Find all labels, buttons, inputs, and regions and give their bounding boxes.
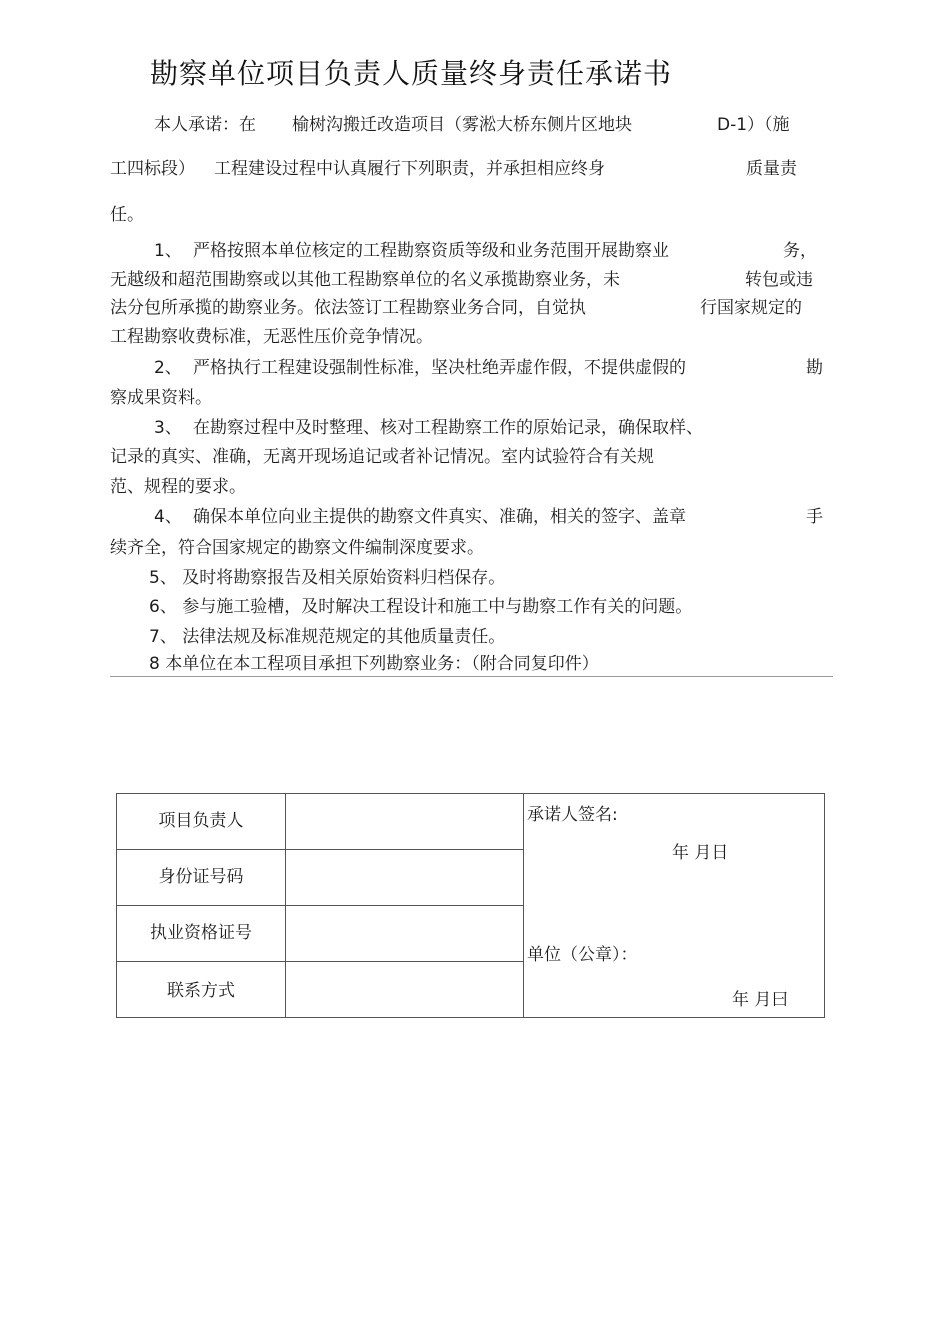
- row-value-license-number[interactable]: [286, 906, 523, 960]
- section-divider: [110, 676, 833, 677]
- row-label-contact: 联系方式: [167, 981, 235, 1001]
- intro-line3: 任。: [110, 205, 144, 225]
- item3-line3: 范、规程的要求。: [110, 477, 246, 497]
- item4-line1-end: 手: [806, 507, 823, 527]
- item2-line2: 察成果资料。: [110, 388, 212, 408]
- item3-line1: 在勘察过程中及时整理、核对工程勘察工作的原始记录，确保取样、: [193, 418, 703, 438]
- item6-line: 6、 参与施工验槽，及时解决工程设计和施工中与勘察工作有关的问题。: [149, 597, 693, 617]
- item1-line1-end: 务，: [783, 241, 817, 261]
- item1-line2: 无越级和超范围勘察或以其他工程勘察单位的名义承揽勘察业务，未: [110, 270, 620, 290]
- table-col-divider-2: [523, 794, 524, 1017]
- row-value-id-number[interactable]: [286, 850, 523, 904]
- item4-line2: 续齐全，符合国家规定的勘察文件编制深度要求。: [110, 538, 484, 558]
- document-title: 勘察单位项目负责人质量终身责任承诺书: [150, 57, 673, 90]
- info-table: [116, 793, 825, 1018]
- item1-number: 1、: [154, 241, 182, 261]
- item5-line: 5、 及时将勘察报告及相关原始资料归档保存。: [149, 568, 506, 588]
- intro-line1-end: D-1）（施: [717, 115, 790, 135]
- intro-line2-section: 工四标段）: [110, 159, 195, 179]
- row-label-project-lead: 项目负责人: [158, 811, 244, 831]
- unit-seal-label: 单位（公章）：: [527, 945, 638, 965]
- item1-line1: 严格按照本单位核定的工程勘察资质等级和业务范围开展勘察业: [193, 241, 669, 261]
- item1-line3: 法分包所承揽的勘察业务。依法签订工程勘察业务合同，自觉执: [110, 298, 586, 318]
- row-label-license-number: 执业资格证号: [150, 923, 252, 943]
- item4-line1: 确保本单位向业主提供的勘察文件真实、准确，相关的签字、盖章: [193, 507, 686, 527]
- signer-date: 年 月日: [672, 843, 729, 863]
- item7-line: 7、 法律法规及标准规范规定的其他质量责任。: [149, 627, 506, 647]
- unit-date: 年 月曰: [732, 990, 789, 1010]
- signer-label: 承诺人签名:: [527, 805, 618, 825]
- item4-number: 4、: [154, 507, 182, 527]
- row-value-project-lead[interactable]: [286, 794, 523, 848]
- item3-line2: 记录的真实、准确，无离开现场追记或者补记情况。室内试验符合有关规: [110, 447, 654, 467]
- item1-line4: 工程勘察收费标准，无恶性压价竞争情况。: [110, 327, 433, 347]
- intro-line2-end: 质量责: [746, 159, 797, 179]
- row-label-id-number: 身份证号码: [158, 867, 244, 887]
- row-value-contact[interactable]: [286, 962, 523, 1016]
- item2-line1: 严格执行工程建设强制性标准，坚决杜绝弄虚作假，不提供虚假的: [193, 358, 686, 378]
- intro-line1-project: 榆树沟搬迁改造项目（雾淞大桥东侧片区地块: [292, 115, 632, 135]
- item2-line1-end: 勘: [806, 358, 823, 378]
- intro-line1-prefix: 本人承诺：在: [154, 115, 256, 135]
- item1-line3-end: 行国家规定的: [700, 298, 802, 318]
- item2-number: 2、: [154, 358, 182, 378]
- item1-line2-end: 转包或违: [745, 270, 813, 290]
- item3-number: 3、: [154, 418, 182, 438]
- item8-line: 8 本单位在本工程项目承担下列勘察业务：（附合同复印件）: [149, 654, 599, 674]
- intro-line2-body: 工程建设过程中认真履行下列职责，并承担相应终身: [214, 159, 605, 179]
